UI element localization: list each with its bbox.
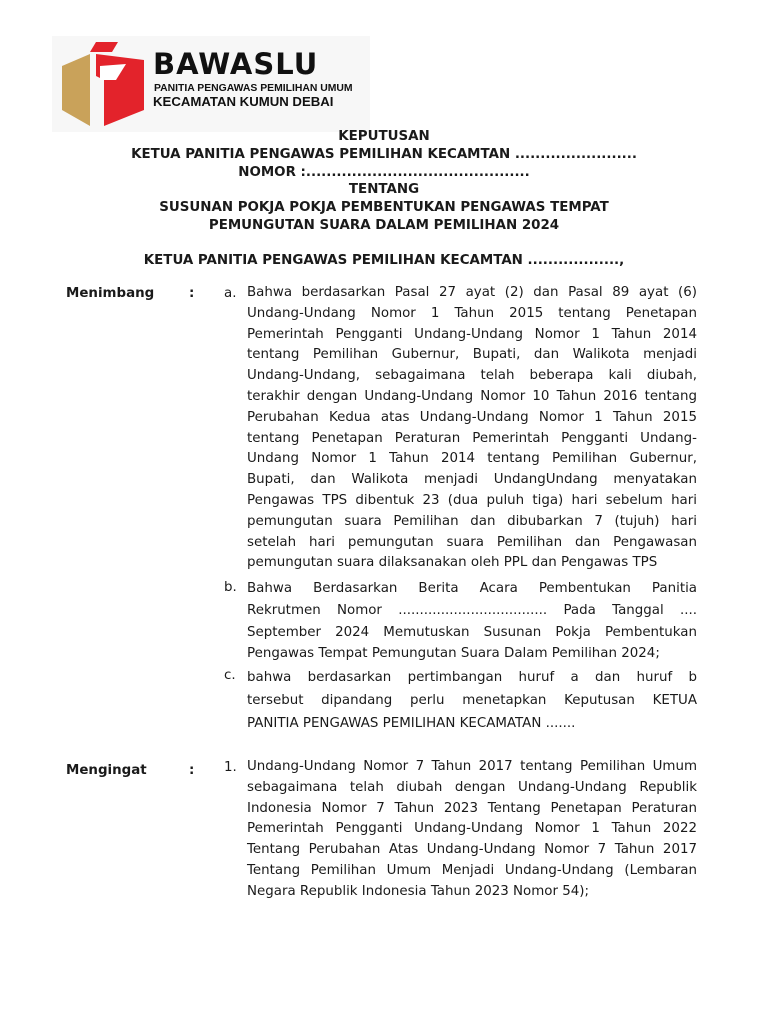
text-line: Bupati, dan Walikota menjadi UndangUndang menyatakan (247, 472, 697, 488)
title-nomor: NOMOR :............................................ (238, 165, 530, 180)
bawaslu-logo (52, 36, 370, 132)
text-line: Pengawas Tempat Pemungutan Suara Dalam Pemilihan 2024; (247, 646, 660, 661)
menimbang-marker-c: c. (224, 668, 236, 683)
text-line: setelah hari pemungutan suara Pemilihan dan Pengawasan (247, 534, 697, 550)
menimbang-colon: : (189, 286, 195, 301)
text-line: bahwa berdasarkan pertimbangan huruf a dan huruf b (247, 670, 697, 685)
text-line: Rekrutmen Nomor ................................... Pada Tanggal .... (247, 603, 697, 618)
text-line: Bahwa Berdasarkan Berita Acara Pembentukan Panitia (247, 581, 697, 596)
menimbang-marker-a: a. (224, 286, 237, 301)
title-ketua-heading: KETUA PANITIA PENGAWAS PEMILIHAN KECAMTAN .................., (143, 253, 625, 268)
text-line: Pemerintah Pengganti Undang-Undang Nomor 1 Tahun 2022 (247, 821, 697, 837)
mengingat-label: Mengingat (66, 763, 147, 778)
title-ketua: KETUA PANITIA PENGAWAS PEMILIHAN KECAMTAN ........................ (131, 147, 637, 162)
mengingat-colon: : (189, 763, 195, 778)
text-line: Indonesia Nomor 7 Tahun 2023 Tentang Penetapan Peraturan (247, 800, 697, 816)
text-line: Undang-Undang, sebagaimana telah beberapa kali diubah, (247, 368, 697, 384)
text-line: pemungutan suara Pemilihan dan dibubarkan 7 (tujuh) hari (247, 513, 697, 529)
text-line: Undang-Undang Nomor 1 Tahun 2015 tentang Penetapan (247, 305, 697, 321)
menimbang-item-a (247, 283, 697, 574)
menimbang-item-c (247, 666, 697, 735)
text-line: Undang Nomor 1 Tahun 2014 tentang Pemilihan Gubernur, (247, 451, 697, 467)
text-line: Pengawas TPS dibentuk 23 (dua puluh tiga) hari sebelum hari (247, 492, 697, 508)
menimbang-label: Menimbang (66, 286, 155, 301)
text-line: PANITIA PENGAWAS PEMILIHAN KECAMATAN ....... (247, 716, 576, 731)
text-line: terakhir dengan Undang-Undang Nomor 10 Tahun 2016 tentang (247, 388, 697, 404)
logo-district: KECAMATAN KUMUN DEBAI (153, 94, 334, 109)
text-line: tentang Pemilihan Gubernur, Bupati, dan Walikota menjadi (247, 347, 697, 363)
text-line: Perubahan Kedua atas Undang-Undang Nomor 1 Tahun 2015 (247, 409, 697, 425)
mengingat-marker-1: 1. (224, 760, 237, 775)
text-line: Negara Republik Indonesia Tahun 2023 Nomor 54); (247, 883, 590, 899)
logo-brand: BAWASLU (153, 47, 319, 81)
bawaslu-emblem-icon (60, 40, 148, 126)
text-line: September 2024 Memutuskan Susunan Pokja Pembentukan (247, 625, 697, 640)
text-line: sebagaimana telah diubah dengan Undang-Undang Republik (247, 779, 697, 795)
title-subject-2: PEMUNGUTAN SUARA DALAM PEMILIHAN 2024 (208, 218, 560, 233)
text-line: Tentang Perubahan Atas Undang-Undang Nomor 7 Tahun 2017 (247, 842, 697, 858)
menimbang-item-b (247, 578, 697, 664)
title-tentang: TENTANG (348, 182, 420, 197)
text-line: Undang-Undang Nomor 7 Tahun 2017 tentang Pemilihan Umum (247, 759, 697, 774)
logo-subtitle: PANITIA PENGAWAS PEMILIHAN UMUM (154, 83, 353, 94)
text-line: Pemerintah Pengganti Undang-Undang Nomor 1 Tahun 2014 (247, 326, 697, 342)
text-line: Bahwa berdasarkan Pasal 27 ayat (2) dan Pasal 89 ayat (6) (247, 285, 697, 300)
text-line: pemungutan suara dilaksanakan oleh PPL dan Pengawas TPS (247, 555, 658, 571)
title-subject-1: SUSUNAN POKJA POKJA PEMBENTUKAN PENGAWAS TEMPAT (159, 200, 609, 215)
mengingat-item-1 (247, 757, 697, 903)
text-line: Tentang Pemilihan Umum Menjadi Undang-Undang (Lembaran (247, 862, 697, 878)
text-line: tersebut dipandang perlu menetapkan Keputusan KETUA (247, 693, 697, 708)
menimbang-marker-b: b. (224, 580, 237, 595)
title-keputusan: KEPUTUSAN (338, 129, 430, 144)
text-line: tentang Penetapan Peraturan Pemerintah Pengganti Undang- (247, 430, 697, 446)
